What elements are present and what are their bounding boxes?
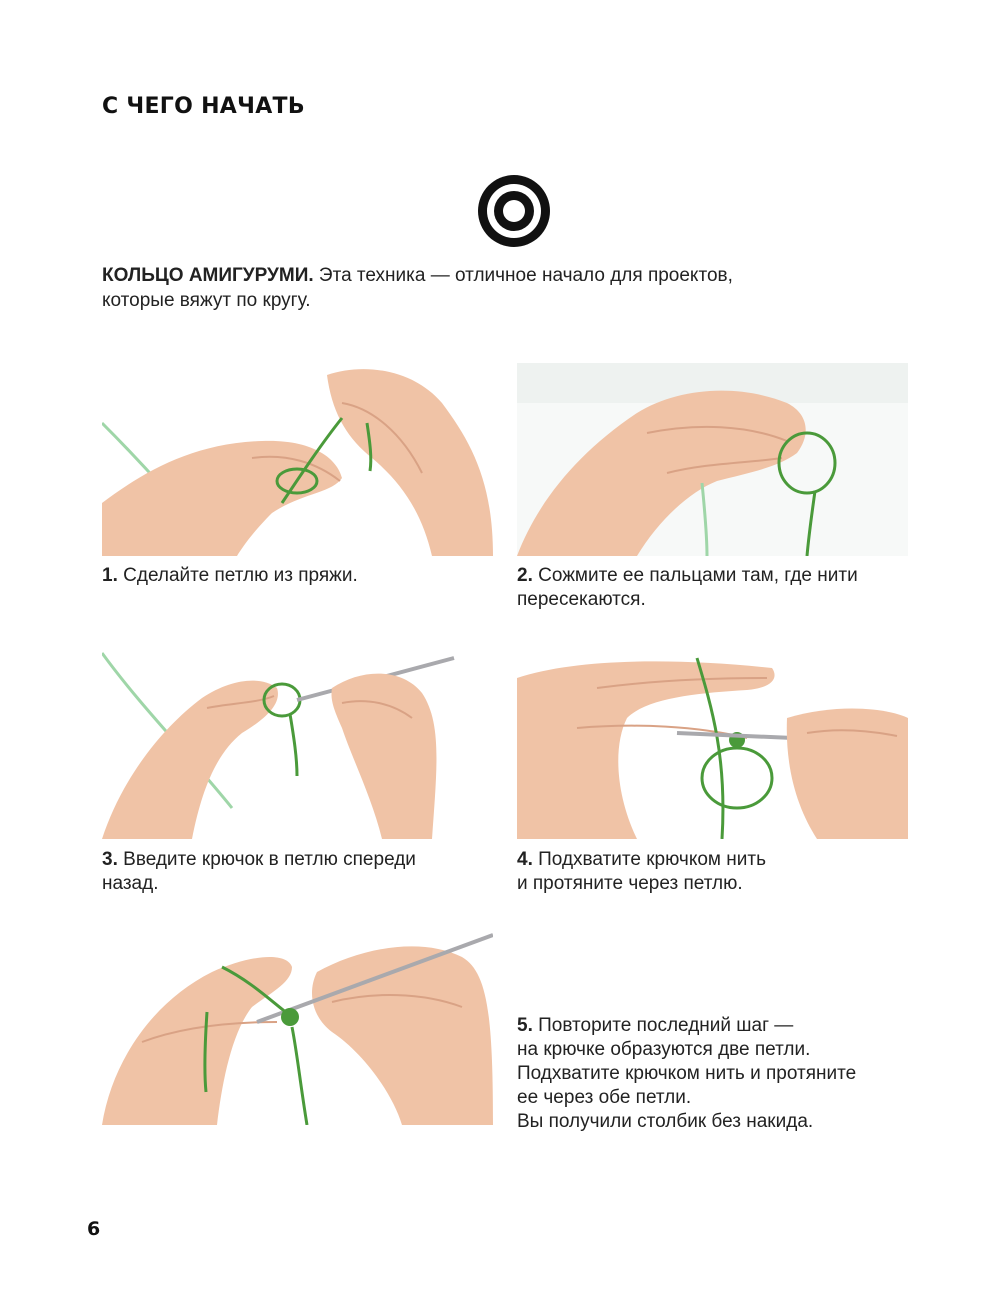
step-text: ее через обе петли.: [517, 1087, 692, 1108]
target-ring-icon: [477, 174, 551, 248]
step-4-photo: [517, 648, 908, 839]
step-text: Повторите последний шаг —: [538, 1015, 794, 1036]
step-text: Вы получили столбик без накида.: [517, 1111, 814, 1132]
step-number: 3.: [102, 849, 118, 870]
step-text: Сделайте петлю из пряжи.: [123, 565, 358, 586]
step-4-caption: [517, 848, 907, 896]
step-number: 2.: [517, 565, 533, 586]
page-title: С ЧЕГО НАЧАТЬ: [102, 94, 305, 119]
step-number: 4.: [517, 849, 533, 870]
intro-lead: КОЛЬЦО АМИГУРУМИ.: [102, 265, 314, 286]
step-3-caption: [102, 848, 492, 896]
step-number: 1.: [102, 565, 118, 586]
step-text: и протяните через петлю.: [517, 873, 743, 894]
page-number: 6: [87, 1218, 101, 1240]
intro-text-line2: которые вяжут по кругу.: [102, 290, 311, 311]
step-5-photo: [102, 932, 493, 1125]
step-1-photo: [102, 363, 493, 556]
step-5-caption: [517, 1014, 937, 1134]
step-text: Подхватите крючком нить: [538, 849, 766, 870]
step-text: Введите крючок в петлю спереди: [123, 849, 416, 870]
step-number: 5.: [517, 1015, 533, 1036]
step-2-caption: [517, 564, 937, 612]
step-text: Сожмите ее пальцами там, где нити: [538, 565, 858, 586]
intro-text: Эта техника — отличное начало для проектов,: [318, 265, 733, 286]
intro-paragraph: [102, 263, 902, 313]
step-3-photo: [102, 648, 493, 839]
step-text: Подхватите крючком нить и протяните: [517, 1063, 857, 1084]
step-text: назад.: [102, 873, 159, 894]
step-text: на крючке образуются две петли.: [517, 1039, 811, 1060]
step-1-caption: [102, 564, 492, 588]
step-text: пересекаются.: [517, 589, 646, 610]
step-2-photo: [517, 363, 908, 556]
